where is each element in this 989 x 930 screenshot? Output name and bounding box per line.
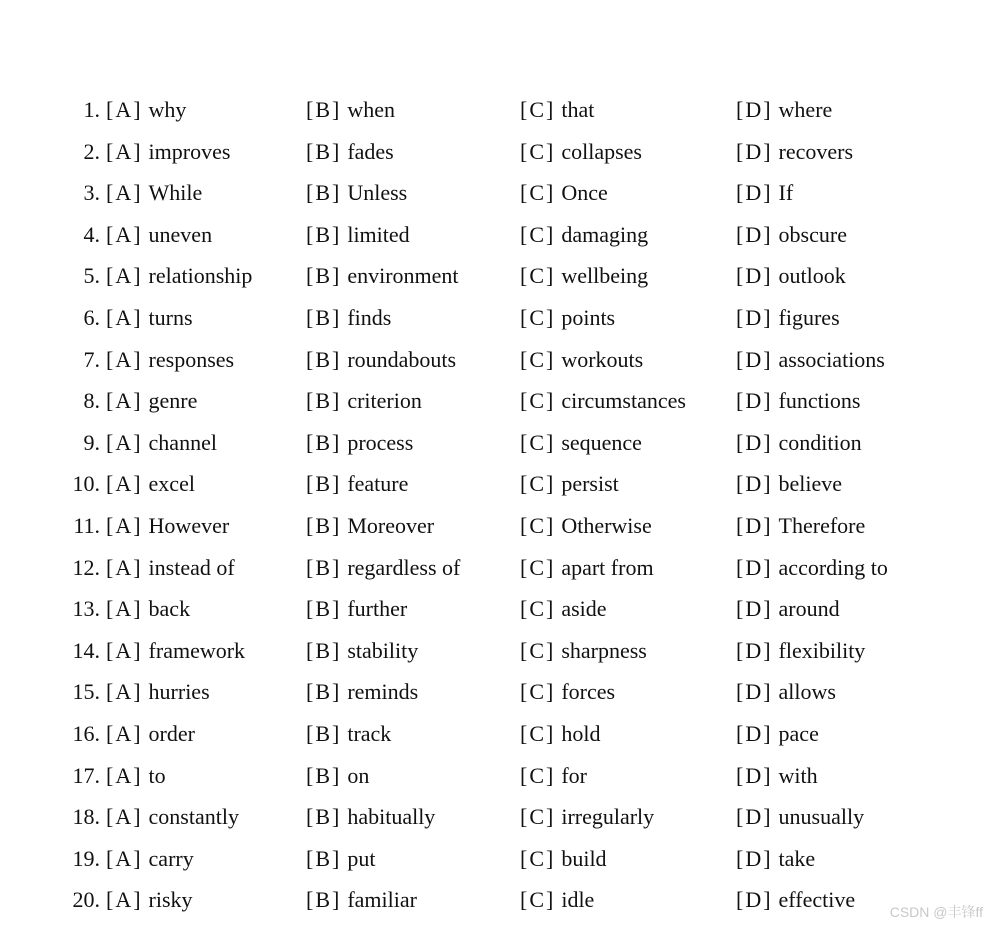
option-b xyxy=(306,637,418,665)
option-text: If xyxy=(778,180,794,206)
option-d xyxy=(736,595,840,623)
option-b xyxy=(306,429,413,457)
option-text: roundabouts xyxy=(347,346,457,372)
option-text: wellbeing xyxy=(561,263,649,289)
question-row xyxy=(0,221,989,261)
option-letter: [B] xyxy=(306,471,342,497)
option-a xyxy=(106,221,212,249)
option-c xyxy=(520,387,686,415)
option-text: Otherwise xyxy=(561,513,652,538)
option-d xyxy=(736,179,793,207)
option-text: workouts xyxy=(561,346,644,372)
option-text: track xyxy=(347,721,392,746)
option-a xyxy=(106,678,210,706)
option-letter: [A] xyxy=(106,596,143,622)
option-letter: [A] xyxy=(106,97,143,122)
option-c xyxy=(520,346,643,374)
option-letter: [A] xyxy=(106,804,143,830)
option-b xyxy=(306,762,369,790)
option-text: genre xyxy=(148,388,198,414)
question-row xyxy=(0,96,989,136)
question-number: 2. xyxy=(83,138,100,164)
option-text: idle xyxy=(561,887,595,913)
question-row xyxy=(0,387,989,427)
option-text: persist xyxy=(561,471,619,497)
option-letter: [A] xyxy=(106,305,143,330)
option-text: for xyxy=(561,762,587,788)
option-text: channel xyxy=(148,429,217,455)
option-text: collapses xyxy=(561,138,642,164)
option-text: regardless of xyxy=(347,554,461,580)
option-letter: [A] xyxy=(106,762,143,788)
option-a xyxy=(106,886,193,914)
option-text: points xyxy=(561,305,616,330)
option-letter: [C] xyxy=(520,845,556,871)
option-a xyxy=(106,762,166,790)
option-a xyxy=(106,845,194,873)
question-number: 1. xyxy=(83,97,100,122)
option-letter: [D] xyxy=(736,305,773,330)
option-letter: [D] xyxy=(736,180,773,206)
option-letter: [C] xyxy=(520,804,556,830)
option-text: effective xyxy=(778,887,856,913)
option-letter: [A] xyxy=(106,679,143,705)
option-letter: [C] xyxy=(520,97,556,122)
option-letter: [A] xyxy=(106,429,143,455)
option-text: where xyxy=(778,97,833,122)
option-text: that xyxy=(561,97,595,122)
option-letter: [B] xyxy=(306,263,342,289)
option-a xyxy=(106,554,235,582)
question-row xyxy=(0,346,989,386)
option-b xyxy=(306,678,418,706)
option-letter: [C] xyxy=(520,388,556,414)
option-c xyxy=(520,262,648,290)
option-text: However xyxy=(148,513,230,538)
option-a xyxy=(106,803,239,831)
question-number: 10. xyxy=(72,471,100,497)
question-row xyxy=(0,720,989,760)
option-text: condition xyxy=(778,429,862,455)
option-text: framework xyxy=(148,637,246,663)
option-letter: [C] xyxy=(520,429,556,455)
option-text: instead of xyxy=(148,554,235,580)
option-letter: [C] xyxy=(520,679,556,705)
question-row xyxy=(0,262,989,302)
option-text: familiar xyxy=(347,887,417,913)
option-b xyxy=(306,470,408,498)
question-row xyxy=(0,803,989,843)
option-d xyxy=(736,803,864,831)
watermark: CSDN @丰锋ff xyxy=(889,904,983,920)
option-text: circumstances xyxy=(561,388,686,414)
option-d xyxy=(736,845,815,873)
option-letter: [D] xyxy=(736,138,773,164)
option-letter: [D] xyxy=(736,554,773,580)
option-c xyxy=(520,886,594,914)
option-c xyxy=(520,803,654,831)
question-number: 19. xyxy=(72,845,100,871)
question-number: 17. xyxy=(72,762,100,788)
option-letter: [B] xyxy=(306,596,342,622)
question-number: 11. xyxy=(73,513,100,538)
option-letter: [D] xyxy=(736,887,773,913)
question-number: 18. xyxy=(72,804,100,830)
option-text: relationship xyxy=(148,263,253,289)
option-b xyxy=(306,179,407,207)
option-letter: [B] xyxy=(306,388,342,414)
option-b xyxy=(306,138,394,166)
option-letter: [D] xyxy=(736,221,773,247)
option-d xyxy=(736,678,836,706)
option-text: forces xyxy=(561,679,616,705)
option-letter: [C] xyxy=(520,138,556,164)
option-letter: [A] xyxy=(106,637,143,663)
option-c xyxy=(520,429,642,457)
option-letter: [A] xyxy=(106,887,143,913)
option-d xyxy=(736,637,865,665)
option-text: obscure xyxy=(778,221,847,247)
option-c xyxy=(520,637,647,665)
option-d xyxy=(736,346,885,374)
option-a xyxy=(106,138,230,166)
option-b xyxy=(306,595,407,623)
option-letter: [D] xyxy=(736,721,773,746)
option-text: habitually xyxy=(347,804,436,830)
option-text: build xyxy=(561,845,607,871)
option-letter: [A] xyxy=(106,221,143,247)
option-b xyxy=(306,262,459,290)
option-text: environment xyxy=(347,263,459,289)
option-d xyxy=(736,304,840,332)
option-text: excel xyxy=(148,471,195,497)
question-row xyxy=(0,762,989,802)
option-text: finds xyxy=(347,305,392,330)
option-text: pace xyxy=(778,721,819,746)
option-a xyxy=(106,720,195,748)
question-row xyxy=(0,304,989,344)
option-letter: [B] xyxy=(306,554,342,580)
option-a xyxy=(106,387,197,415)
option-letter: [B] xyxy=(306,513,342,538)
question-number: 3. xyxy=(83,180,100,206)
option-a xyxy=(106,637,245,665)
option-letter: [C] xyxy=(520,471,556,497)
option-text: damaging xyxy=(561,221,649,247)
option-text: back xyxy=(148,596,191,622)
option-text: believe xyxy=(778,471,843,497)
option-text: to xyxy=(148,762,166,788)
option-text: sharpness xyxy=(561,637,647,663)
option-b xyxy=(306,346,456,374)
option-letter: [B] xyxy=(306,138,342,164)
option-text: Moreover xyxy=(347,513,435,538)
option-letter: [C] xyxy=(520,637,556,663)
option-d xyxy=(736,886,855,914)
option-letter: [D] xyxy=(736,263,773,289)
option-c xyxy=(520,762,587,790)
option-text: recovers xyxy=(778,138,854,164)
option-text: turns xyxy=(148,305,193,330)
option-letter: [A] xyxy=(106,388,143,414)
option-d xyxy=(736,720,819,748)
option-c xyxy=(520,138,642,166)
option-a xyxy=(106,96,186,124)
option-c xyxy=(520,304,615,332)
option-letter: [C] xyxy=(520,305,556,330)
option-b xyxy=(306,845,375,873)
option-letter: [C] xyxy=(520,887,556,913)
option-c xyxy=(520,554,654,582)
option-text: hurries xyxy=(148,679,210,705)
question-number: 14. xyxy=(72,637,100,663)
option-text: why xyxy=(148,97,187,122)
option-letter: [C] xyxy=(520,263,556,289)
option-d xyxy=(736,138,853,166)
option-text: further xyxy=(347,596,408,622)
option-d xyxy=(736,762,818,790)
question-number: 5. xyxy=(83,263,100,289)
option-letter: [C] xyxy=(520,721,556,746)
option-letter: [C] xyxy=(520,346,556,372)
option-text: associations xyxy=(778,346,885,372)
question-number: 12. xyxy=(72,554,100,580)
option-text: risky xyxy=(148,887,193,913)
option-letter: [B] xyxy=(306,637,342,663)
option-a xyxy=(106,595,190,623)
question-row xyxy=(0,179,989,219)
option-a xyxy=(106,346,234,374)
option-text: apart from xyxy=(561,554,654,580)
option-text: While xyxy=(148,180,203,206)
option-d xyxy=(736,429,862,457)
option-b xyxy=(306,221,410,249)
option-b xyxy=(306,304,391,332)
question-number: 7. xyxy=(83,346,100,372)
option-b xyxy=(306,554,460,582)
option-text: sequence xyxy=(561,429,642,455)
option-letter: [A] xyxy=(106,471,143,497)
option-text: carry xyxy=(148,845,194,871)
option-letter: [D] xyxy=(736,845,773,871)
question-row xyxy=(0,637,989,677)
option-a xyxy=(106,512,229,540)
option-d xyxy=(736,221,847,249)
option-text: fades xyxy=(347,138,394,164)
option-letter: [D] xyxy=(736,513,773,538)
option-c xyxy=(520,470,619,498)
option-b xyxy=(306,387,422,415)
option-letter: [D] xyxy=(736,97,773,122)
question-number: 9. xyxy=(83,429,100,455)
option-a xyxy=(106,429,217,457)
option-c xyxy=(520,179,608,207)
option-letter: [A] xyxy=(106,180,143,206)
question-row xyxy=(0,595,989,635)
option-letter: [B] xyxy=(306,804,342,830)
option-c xyxy=(520,96,594,124)
option-text: responses xyxy=(148,346,235,372)
option-c xyxy=(520,595,607,623)
option-text: improves xyxy=(148,138,231,164)
option-letter: [B] xyxy=(306,429,342,455)
option-c xyxy=(520,720,600,748)
option-text: take xyxy=(778,845,816,871)
question-number: 15. xyxy=(72,679,100,705)
option-text: Once xyxy=(561,180,608,206)
option-text: criterion xyxy=(347,388,422,414)
option-letter: [D] xyxy=(736,388,773,414)
question-number: 20. xyxy=(72,887,100,913)
option-letter: [A] xyxy=(106,513,143,538)
option-c xyxy=(520,678,615,706)
option-text: irregularly xyxy=(561,804,655,830)
option-d xyxy=(736,262,846,290)
option-letter: [C] xyxy=(520,180,556,206)
option-text: figures xyxy=(778,305,840,330)
option-text: according to xyxy=(778,554,888,580)
question-row xyxy=(0,429,989,469)
question-row xyxy=(0,886,989,926)
question-row xyxy=(0,845,989,885)
option-letter: [A] xyxy=(106,721,143,746)
option-text: uneven xyxy=(148,221,213,247)
question-number: 16. xyxy=(72,721,100,746)
option-text: stability xyxy=(347,637,419,663)
option-letter: [D] xyxy=(736,346,773,372)
option-letter: [D] xyxy=(736,679,773,705)
question-row xyxy=(0,554,989,594)
question-number: 8. xyxy=(83,388,100,414)
question-number: 6. xyxy=(83,305,100,330)
option-b xyxy=(306,720,391,748)
option-letter: [C] xyxy=(520,221,556,247)
option-d xyxy=(736,470,842,498)
option-text: hold xyxy=(561,721,601,746)
option-d xyxy=(736,554,888,582)
option-letter: [B] xyxy=(306,721,342,746)
option-b xyxy=(306,886,417,914)
option-letter: [A] xyxy=(106,138,143,164)
option-letter: [B] xyxy=(306,887,342,913)
option-text: unusually xyxy=(778,804,865,830)
option-letter: [A] xyxy=(106,554,143,580)
option-text: functions xyxy=(778,388,861,414)
option-text: with xyxy=(778,762,818,788)
option-letter: [B] xyxy=(306,762,342,788)
option-d xyxy=(736,387,860,415)
option-d xyxy=(736,96,832,124)
option-text: order xyxy=(148,721,195,746)
question-row xyxy=(0,470,989,510)
option-letter: [D] xyxy=(736,429,773,455)
option-a xyxy=(106,470,195,498)
question-row xyxy=(0,138,989,178)
option-letter: [B] xyxy=(306,305,342,330)
option-letter: [B] xyxy=(306,346,342,372)
option-letter: [C] xyxy=(520,554,556,580)
option-letter: [C] xyxy=(520,762,556,788)
option-text: Therefore xyxy=(778,513,866,538)
option-letter: [D] xyxy=(736,804,773,830)
option-a xyxy=(106,179,202,207)
option-letter: [C] xyxy=(520,596,556,622)
option-text: limited xyxy=(347,221,410,247)
option-c xyxy=(520,845,607,873)
option-letter: [B] xyxy=(306,679,342,705)
option-b xyxy=(306,96,395,124)
option-text: constantly xyxy=(148,804,239,830)
option-text: feature xyxy=(347,471,409,497)
question-number: 4. xyxy=(83,221,100,247)
option-b xyxy=(306,512,434,540)
option-a xyxy=(106,304,193,332)
option-b xyxy=(306,803,435,831)
option-letter: [B] xyxy=(306,221,342,247)
option-letter: [B] xyxy=(306,97,342,122)
option-letter: [D] xyxy=(736,596,773,622)
option-letter: [A] xyxy=(106,263,143,289)
option-letter: [B] xyxy=(306,180,342,206)
option-letter: [A] xyxy=(106,346,143,372)
option-d xyxy=(736,512,865,540)
option-text: flexibility xyxy=(778,637,866,663)
option-text: aside xyxy=(561,596,607,622)
option-text: around xyxy=(778,596,840,622)
option-text: Unless xyxy=(347,180,408,206)
question-number: 13. xyxy=(72,596,100,622)
option-letter: [A] xyxy=(106,845,143,871)
option-c xyxy=(520,221,648,249)
option-letter: [D] xyxy=(736,471,773,497)
option-a xyxy=(106,262,252,290)
option-letter: [D] xyxy=(736,762,773,788)
option-letter: [D] xyxy=(736,637,773,663)
option-text: process xyxy=(347,429,414,455)
option-text: on xyxy=(347,762,370,788)
option-text: put xyxy=(347,845,376,871)
option-letter: [C] xyxy=(520,513,556,538)
option-c xyxy=(520,512,652,540)
option-text: when xyxy=(347,97,395,122)
question-row xyxy=(0,678,989,718)
option-letter: [B] xyxy=(306,845,342,871)
option-text: reminds xyxy=(347,679,419,705)
question-row xyxy=(0,512,989,552)
option-text: outlook xyxy=(778,263,846,289)
option-text: allows xyxy=(778,679,836,705)
